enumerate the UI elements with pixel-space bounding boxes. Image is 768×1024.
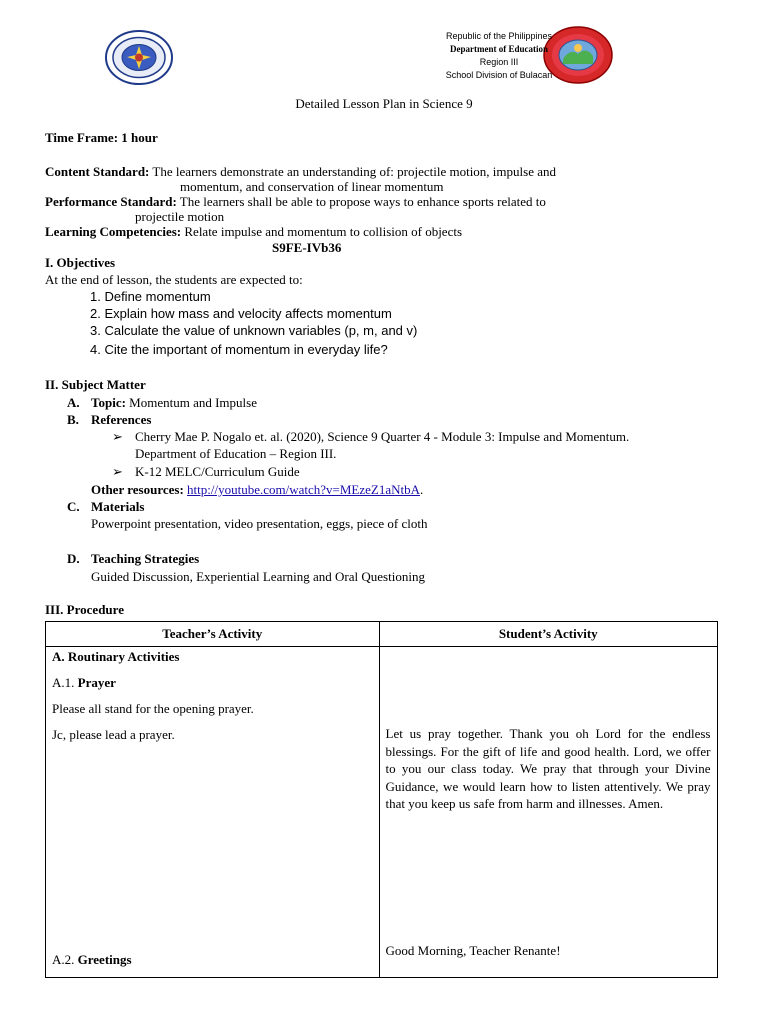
other-resources-label: Other resources: (91, 482, 184, 497)
content-standard-line2: momentum, and conservation of linear momentum (180, 179, 444, 194)
deped-seal-logo (105, 30, 173, 85)
lead-prayer-instruction: Jc, please lead a prayer. (52, 727, 175, 742)
procedure-heading: III. Procedure (45, 602, 124, 617)
reference-bullet-arrow-icon: ➢ (112, 464, 123, 479)
performance-standard-label: Performance Standard: (45, 194, 177, 209)
learning-competencies-label: Learning Competencies: (45, 224, 182, 239)
prayer-heading (52, 675, 116, 690)
strategies-row (67, 551, 199, 566)
teacher-activity-header: Teacher’s Activity (46, 622, 380, 647)
learning-competencies (45, 224, 462, 239)
topic-marker: A. (67, 395, 80, 410)
materials-row (67, 499, 144, 514)
materials-value: Powerpoint presentation, video presentation, eggs, piece of cloth (91, 516, 428, 531)
procedure-table (45, 621, 718, 978)
objectives-intro: At the end of lesson, the students are expected to: (45, 272, 303, 287)
greetings-heading (52, 952, 132, 967)
strategies-value: Guided Discussion, Experiential Learning and Oral Questioning (91, 569, 425, 584)
topic-row (67, 395, 257, 410)
learning-competencies-text: Relate impulse and momentum to collision of objects (184, 224, 463, 239)
objective-item: 3. Calculate the value of unknown variables (p, m, and v) (90, 323, 418, 338)
prayer-prefix: A.1. (52, 675, 75, 690)
reference-item-2: K-12 MELC/Curriculum Guide (135, 464, 300, 479)
references-row (67, 412, 151, 427)
time-frame: Time Frame: 1 hour (45, 130, 158, 145)
performance-standard (45, 194, 546, 209)
header-region: Region III (479, 57, 519, 67)
performance-standard-line2: projectile motion (135, 209, 225, 224)
routinary-activities: A. Routinary Activities (52, 649, 180, 664)
reference-item-1-cont: Department of Education – Region III. (135, 446, 337, 461)
header-republic: Republic of the Philippines (445, 31, 553, 41)
reference-bullet-arrow-icon: ➢ (112, 429, 123, 444)
teacher-activity-cell (46, 647, 380, 978)
performance-standard-line1: The learners shall be able to propose ways to enhance sports related to (179, 194, 546, 209)
reference-item-1: Cherry Mae P. Nogalo et. al. (2020), Science 9 Quarter 4 - Module 3: Impulse and Momentum. (135, 429, 630, 444)
topic-value: Momentum and Impulse (129, 395, 257, 410)
subject-matter-heading: II. Subject Matter (45, 377, 146, 392)
references-label: References (91, 412, 152, 427)
student-activity-cell (379, 647, 718, 978)
references-marker: B. (67, 412, 79, 427)
topic-label: Topic: (91, 395, 126, 410)
materials-label: Materials (91, 499, 145, 514)
other-resources-row (91, 482, 423, 497)
objective-item: 2. Explain how mass and velocity affects momentum (90, 306, 392, 321)
greetings-label: Greetings (77, 952, 132, 967)
competency-code: S9FE-IVb36 (272, 240, 342, 255)
other-resources-link[interactable]: http://youtube.com/watch?v=MEzeZ1aNtbA (187, 482, 421, 497)
objective-item: 4. Cite the important of momentum in everyday life? (90, 342, 388, 357)
strategies-label: Teaching Strategies (91, 551, 200, 566)
student-activity-header: Student’s Activity (379, 622, 718, 647)
header-agency-block (444, 30, 554, 82)
objective-item: 1. Define momentum (90, 289, 211, 304)
greeting-response: Good Morning, Teacher Renante! (385, 943, 561, 958)
procedure-table-header (46, 622, 718, 647)
objectives-heading: I. Objectives (45, 255, 116, 270)
content-standard (45, 164, 556, 179)
materials-marker: C. (67, 499, 80, 514)
prayer-label: Prayer (77, 675, 116, 690)
prayer-response: Let us pray together. Thank you oh Lord for the endless blessings. For the gift of life and good health. Lord, we offer to you our class today. We pray that through your Divine Guidance, we would learn how to listen attentively. We pray that you keep us safe from harm and illnesses. Amen. (385, 726, 711, 811)
content-standard-line1: The learners demonstrate an understanding of: projectile motion, impulse and (152, 164, 556, 179)
header-department: Department of Education (450, 44, 548, 54)
document-title: Detailed Lesson Plan in Science 9 (295, 96, 473, 111)
header-division: School Division of Bulacan (445, 70, 553, 80)
other-resources-period: . (420, 482, 424, 497)
procedure-table-row (46, 647, 718, 978)
strategies-marker: D. (67, 551, 80, 566)
content-standard-label: Content Standard: (45, 164, 150, 179)
stand-instruction: Please all stand for the opening prayer. (52, 701, 254, 716)
greetings-prefix: A.2. (52, 952, 75, 967)
